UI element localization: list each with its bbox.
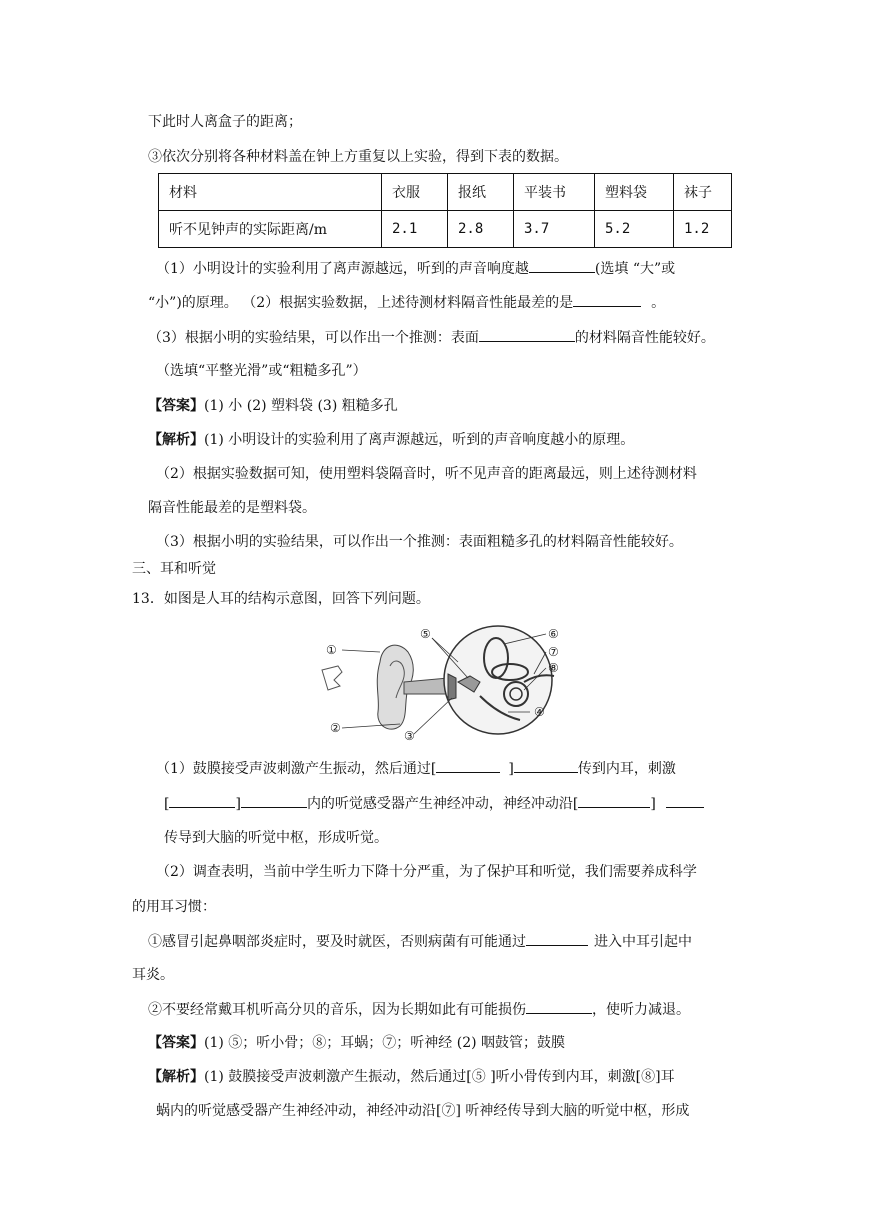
answer-blank: [241, 793, 307, 808]
ear-structure-diagram: [320, 622, 570, 742]
answer-line: [148, 396, 398, 416]
explanation-label: 【解析】: [148, 432, 204, 448]
text: 传到内耳，刺激: [577, 761, 676, 777]
question-line: [148, 327, 715, 348]
text-line: （3）根据小明的实验结果，可以作出一个推测：表面粗糙多孔的材料隔音性能较好。: [156, 534, 683, 550]
table-cell: 衣服: [382, 174, 448, 211]
explanation-label: 【解析】: [148, 1069, 204, 1085]
question-line: [148, 999, 690, 1020]
answer-blank: [578, 793, 650, 808]
text: 的材料隔音性能较好。: [574, 330, 715, 346]
answer-blank: [526, 931, 588, 946]
answer-blank: [514, 758, 578, 773]
label-4: ④: [534, 705, 545, 719]
table-cell: 听不见钟声的实际距离/m: [159, 211, 382, 248]
answer-blank: [666, 793, 704, 808]
text: ②不要经常戴耳机听高分贝的音乐，因为长期如此有可能损伤: [148, 1002, 526, 1018]
answer-label: 【答案】: [148, 1035, 204, 1051]
text-line: （选填“平整光滑”或“粗糙多孔”）: [156, 363, 367, 379]
question-line: [164, 793, 704, 814]
text: 内的听觉感受器产生神经冲动，神经冲动沿[: [306, 796, 579, 812]
text: （1）小明设计的实验利用了离声源越远，听到的声音响度越: [156, 261, 529, 277]
table-row: [159, 211, 732, 248]
question-title: 13．如图是人耳的结构示意图，回答下列问题。: [132, 591, 430, 607]
label-5: ⑤: [420, 627, 431, 641]
table-cell: 材料: [159, 174, 382, 211]
table-cell: 2.1: [382, 211, 448, 248]
text-line: 耳炎。: [132, 967, 174, 983]
text: 进入中耳引起中: [594, 934, 692, 950]
answer-label: 【答案】: [148, 398, 204, 414]
text: ]: [650, 796, 656, 812]
question-line: [156, 758, 676, 779]
material-table: [158, 173, 732, 248]
text: ]: [235, 796, 241, 812]
text: （3）根据小明的实验结果，可以作出一个推测：表面: [148, 330, 479, 346]
text-line: 蜗内的听觉感受器产生神经冲动，神经冲动沿[⑦] 听神经传导到大脑的听觉中枢，形成: [156, 1103, 690, 1119]
explanation-line: [148, 1067, 675, 1087]
table-cell: 平装书: [514, 174, 595, 211]
text-line: 的用耳习惯：: [132, 899, 216, 915]
label-6: ⑥: [548, 627, 559, 641]
text: (选填 “大”或: [594, 261, 676, 277]
answer-text: (1) ⑤；听小骨；⑧；耳蜗；⑦；听神经 (2) 咽鼓管；鼓膜: [204, 1035, 566, 1051]
answer-line: [148, 1033, 565, 1053]
label-7: ⑦: [548, 645, 559, 659]
label-3: ③: [404, 729, 415, 742]
text: ]: [508, 761, 514, 777]
label-8: ⑧: [548, 661, 559, 675]
question-line: [148, 931, 692, 952]
text: 。: [651, 295, 666, 311]
answer-blank: [526, 999, 592, 1014]
answer-blank: [573, 292, 641, 307]
text-line: 隔音性能最差的是塑料袋。: [148, 500, 316, 516]
explanation-text: (1) 小明设计的实验利用了离声源越远，听到的声音响度越小的原理。: [204, 432, 635, 448]
text-line: 传导到大脑的听觉中枢，形成听觉。: [164, 830, 388, 846]
text-line: （2）根据实验数据可知，使用塑料袋隔音时，听不见声音的距离最远，则上述待测材料: [156, 466, 697, 482]
question-line: [156, 258, 675, 279]
table-row: [159, 174, 732, 211]
table-cell: 1.2: [674, 211, 732, 248]
answer-blank: [529, 258, 595, 273]
text: ，使听力减退。: [592, 1002, 690, 1018]
table-cell: 2.8: [448, 211, 514, 248]
text: “小”)的原理。 （2）根据实验数据，上述待测材料隔音性能最差的是: [148, 295, 574, 311]
text-line: 下此时人离盒子的距离；: [148, 114, 302, 130]
explanation-text: (1) 鼓膜接受声波刺激产生振动，然后通过[⑤ ]听小骨传到内耳，刺激[⑧]耳: [204, 1069, 675, 1085]
answer-blank: [436, 758, 500, 773]
section-heading: 三、耳和听觉: [132, 561, 216, 577]
label-1: ①: [326, 643, 337, 657]
table-cell: 5.2: [595, 211, 674, 248]
text-line: ③依次分别将各种材料盖在钟上方重复以上实验，得到下表的数据。: [148, 149, 568, 165]
table-cell: 袜子: [674, 174, 732, 211]
answer-blank: [479, 327, 575, 342]
text-line: （2）调查表明，当前中学生听力下降十分严重，为了保护耳和听觉，我们需要养成科学: [156, 864, 697, 880]
table-cell: 报纸: [448, 174, 514, 211]
answer-text: (1) 小 (2) 塑料袋 (3) 粗糙多孔: [204, 398, 398, 414]
explanation-line: [148, 430, 634, 450]
answer-blank: [169, 793, 235, 808]
text: ①感冒引起鼻咽部炎症时，要及时就医，否则病菌有可能通过: [148, 934, 526, 950]
text: [: [164, 796, 170, 812]
table-cell: 3.7: [514, 211, 595, 248]
table-cell: 塑料袋: [595, 174, 674, 211]
text: （1）鼓膜接受声波刺激产生振动，然后通过[: [156, 761, 437, 777]
label-2: ②: [330, 721, 341, 735]
question-line: [148, 292, 665, 313]
